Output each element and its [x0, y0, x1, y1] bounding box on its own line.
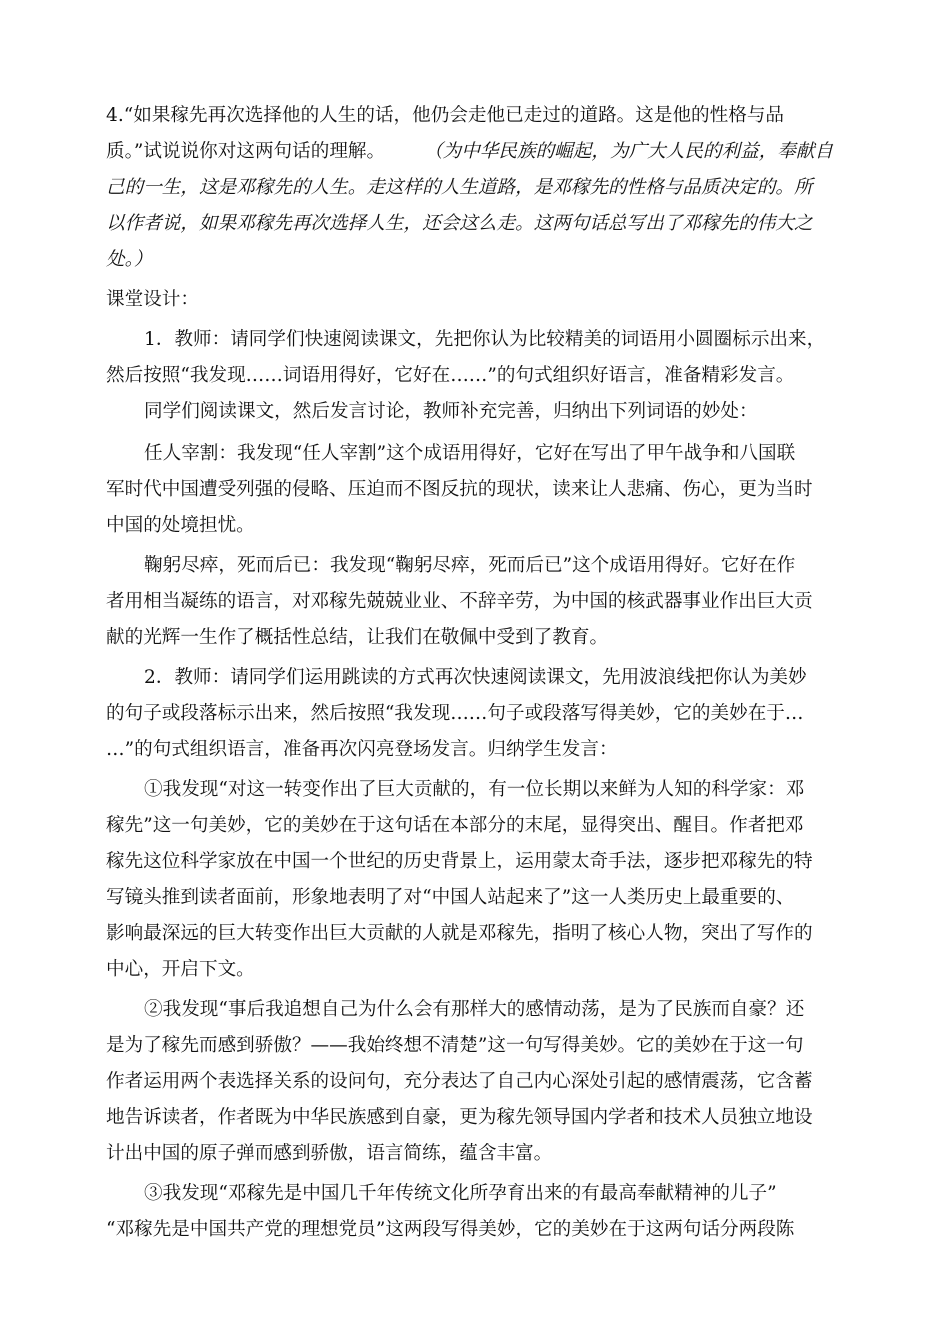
text-line: 军时代中国遭受列强的侵略、压迫而不图反抗的现状，读来让人悲痛、伤心，更为当时 — [106, 479, 813, 500]
text-line: 稼先”这一句美妙，它的美妙在于这句话在本部分的末尾，显得突出、醒目。作者把邓 — [106, 815, 804, 836]
text-line: 者用相当凝练的语言，对邓稼先兢兢业业、不辞辛劳，为中国的核武器事业作出巨大贡 — [106, 591, 813, 612]
text-line: 质。”试说说你对这两句话的理解。 — [106, 141, 386, 162]
text-line: 献的光辉一生作了概括性总结，让我们在敬佩中受到了教育。 — [106, 627, 609, 648]
text-line: 地告诉读者，作者既为中华民族感到自豪，更为稼先领导国内学者和技术人员独立地设 — [106, 1107, 813, 1128]
answer-line: 以作者说，如果邓稼先再次选择人生，还会这么走。这两句话总写出了邓稼先的伟大之 — [106, 213, 813, 234]
text-line: ①我发现“对这一转变作出了巨大贡献的，有一位长期以来鲜为人知的科学家：邓 — [144, 779, 805, 800]
text-line: 1．教师：请同学们快速阅读课文，先把你认为比较精美的词语用小圆圈标示出来， — [144, 329, 826, 350]
text-line: 4.“如果稼先再次选择他的人生的话，他仍会走他已走过的道路。这是他的性格与品 — [106, 105, 785, 126]
text-line: 鞠躬尽瘁，死而后已：我发现“鞠躬尽瘁，死而后已”这个成语用得好。它好在作 — [144, 555, 796, 576]
answer-line: （为中华民族的崛起，为广大人民的利益，奉献自 — [424, 141, 834, 162]
text-line: 中心，开启下文。 — [106, 959, 255, 980]
text-line: 写镜头推到读者面前，形象地表明了对“中国人站起来了”这一人类历史上最重要的、 — [106, 887, 795, 908]
text-line: 作者运用两个表选择关系的设问句，充分表达了自己内心深处引起的感情震荡，它含蓄 — [106, 1071, 813, 1092]
text-line: 的句子或段落标示出来，然后按照“我发现……句子或段落写得美妙，它的美妙在于… — [106, 703, 804, 724]
text-line: 是为了稼先而感到骄傲？——我始终想不清楚”这一句写得美妙。它的美妙在于这一句 — [106, 1035, 804, 1056]
text-line: 然后按照“我发现……词语用得好，它好在……”的句式组织好语言，准备精彩发言。 — [106, 365, 795, 386]
text-line: 任人宰割：我发现“任人宰割”这个成语用得好，它好在写出了甲午战争和八国联 — [144, 443, 796, 464]
text-line: …”的句式组织语言，准备再次闪亮登场发言。归纳学生发言： — [106, 739, 618, 760]
text-line: 计出中国的原子弹而感到骄傲，语言简练，蕴含丰富。 — [106, 1143, 553, 1164]
text-line: 2．教师：请同学们运用跳读的方式再次快速阅读课文，先用波浪线把你认为美妙 — [144, 667, 807, 688]
text-line: 影响最深远的巨大转变作出巨大贡献的人就是邓稼先，指明了核心人物，突出了写作的 — [106, 923, 813, 944]
answer-line: 处。） — [106, 249, 153, 270]
answer-line: 己的一生，这是邓稼先的人生。走这样的人生道路，是邓稼先的性格与品质决定的。所 — [106, 177, 813, 198]
text-line: ②我发现“事后我追想自己为什么会有那样大的感情动荡，是为了民族而自豪？还 — [144, 999, 805, 1020]
text-line: 同学们阅读课文，然后发言讨论，教师补充完善，归纳出下列词语的妙处： — [144, 401, 758, 422]
section-heading: 课堂设计： — [106, 289, 199, 310]
text-line: 中国的处境担忧。 — [106, 515, 255, 536]
text-line: 稼先这位科学家放在中国一个世纪的历史背景上，运用蒙太奇手法，逐步把邓稼先的特 — [106, 851, 813, 872]
text-line: “邓稼先是中国共产党的理想党员”这两段写得美妙，它的美妙在于这两句话分两段陈 — [106, 1219, 795, 1240]
text-line: ③我发现“邓稼先是中国几千年传统文化所孕育出来的有最高奉献精神的儿子” — [144, 1183, 777, 1204]
